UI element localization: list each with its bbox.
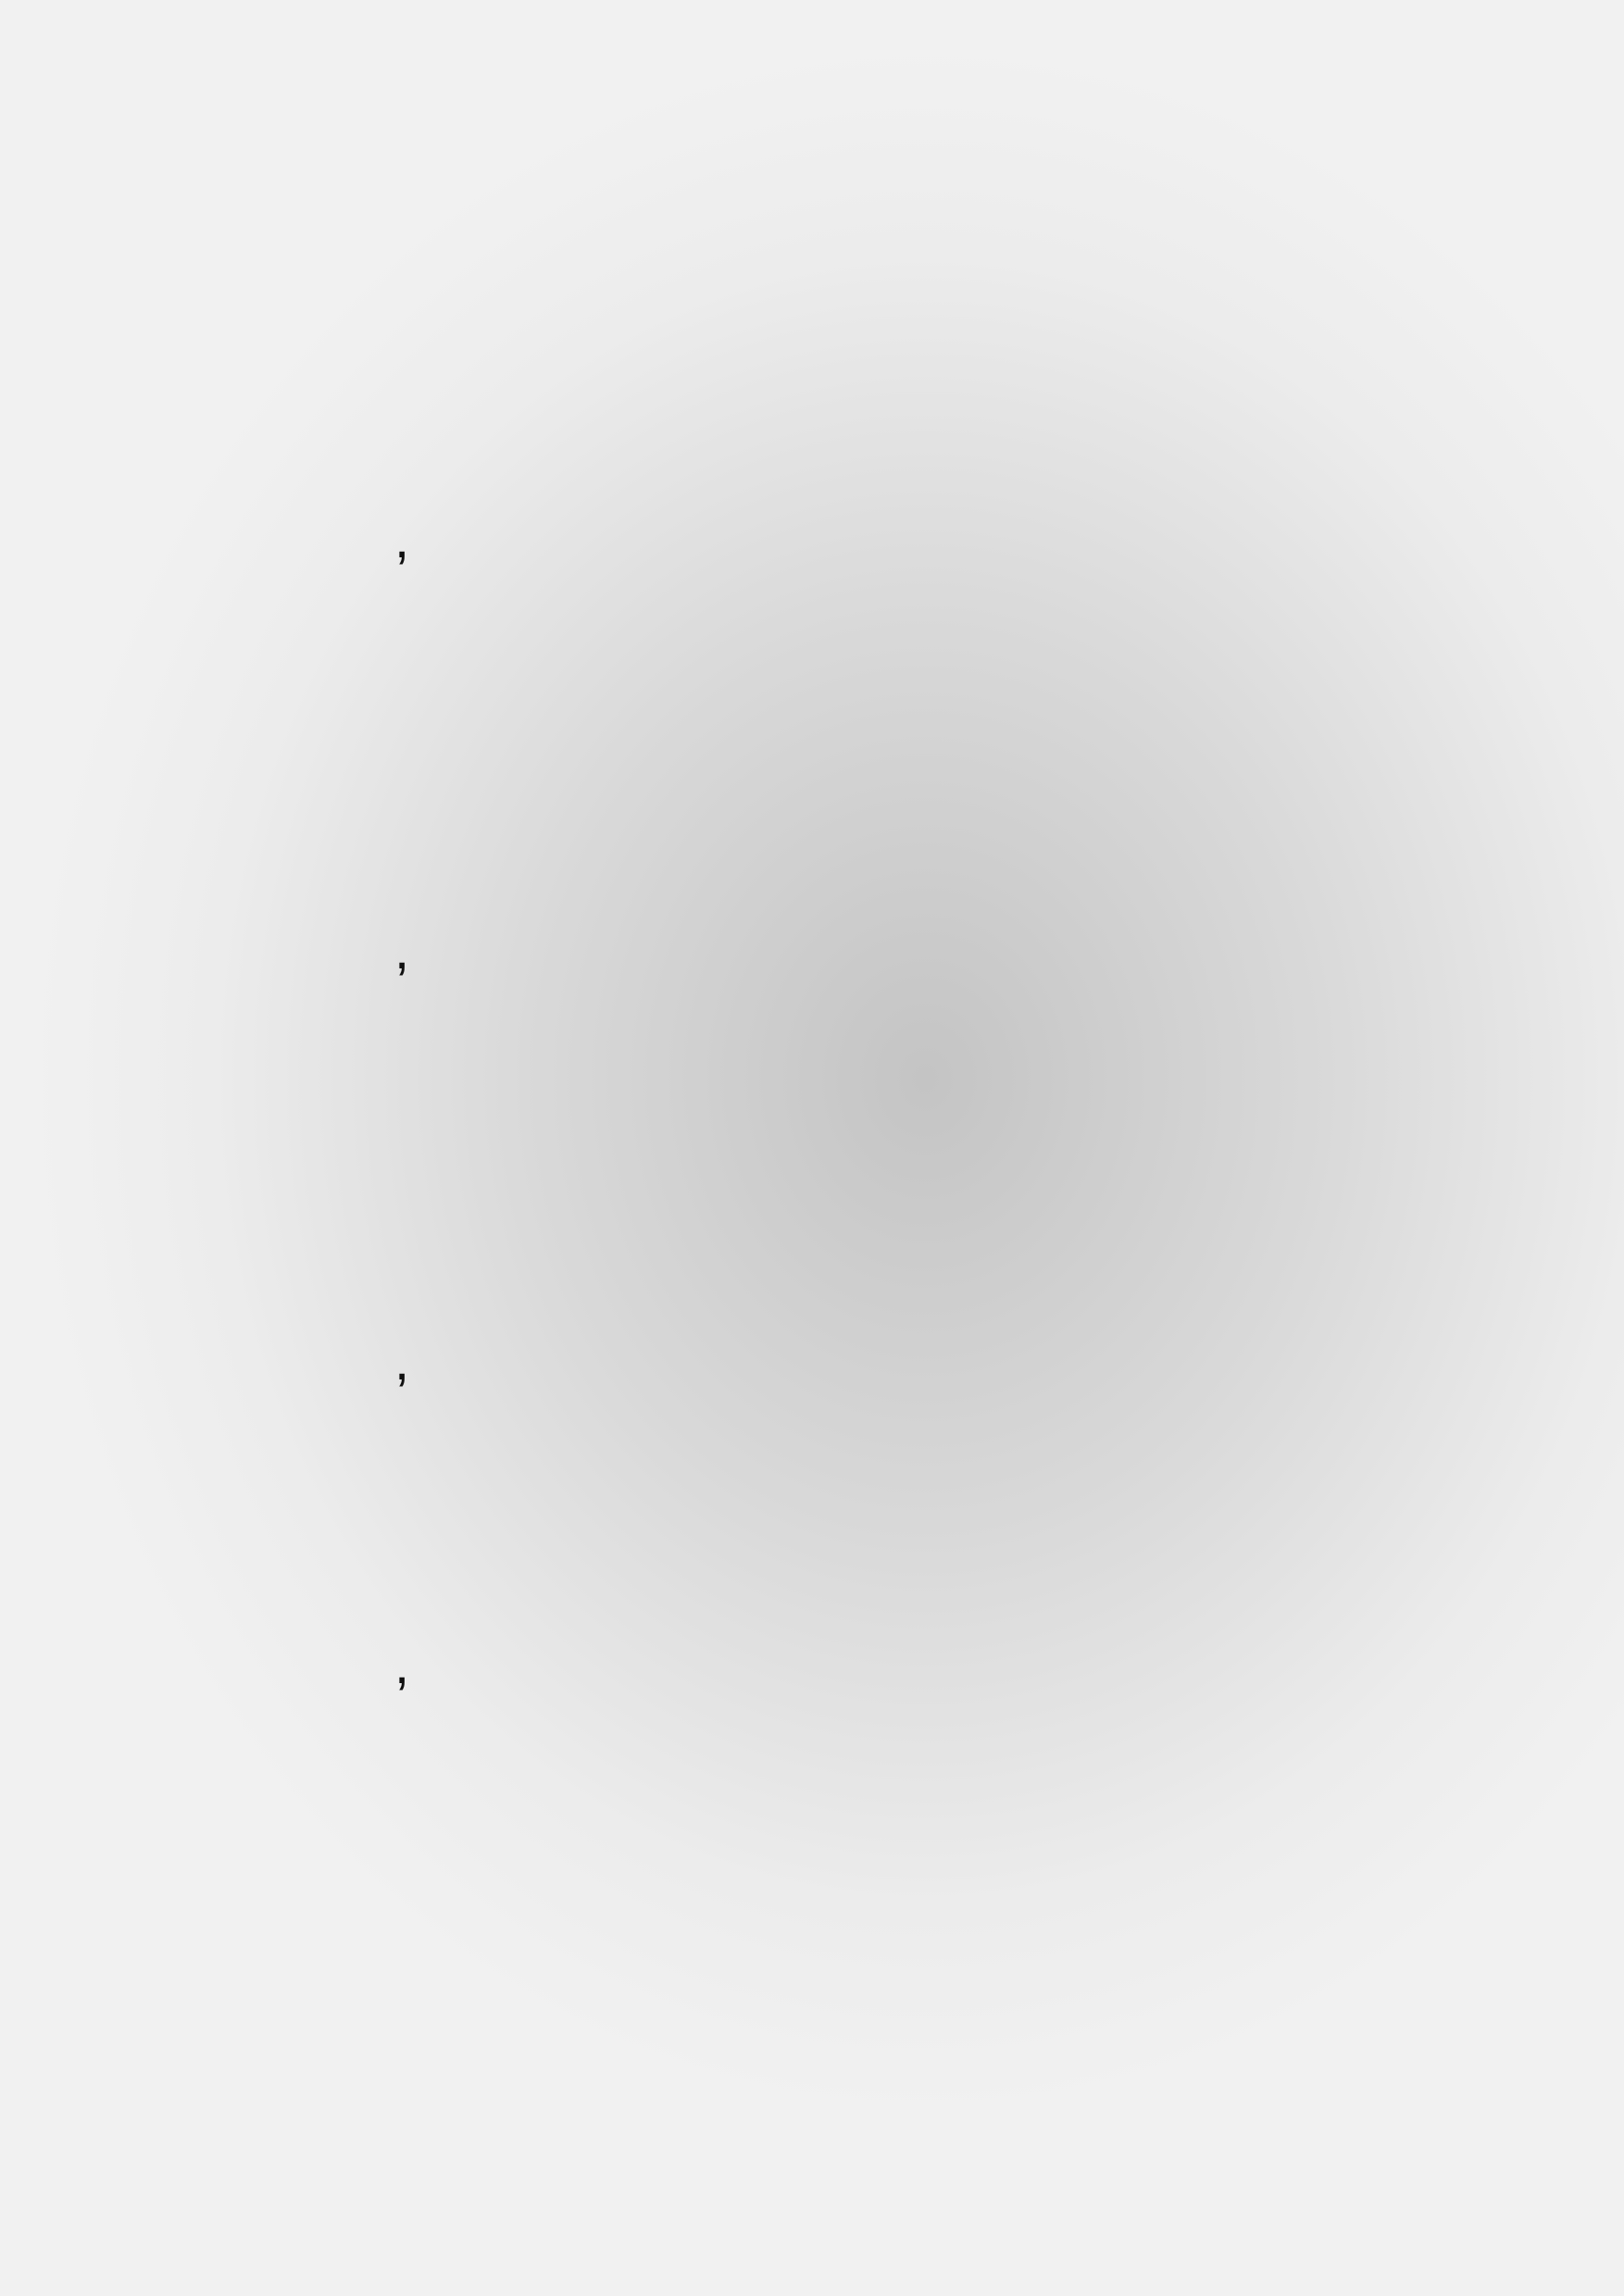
speaker-entry: , — [394, 920, 409, 980]
speaker-entry: , — [394, 509, 409, 569]
speaker-entry: , — [394, 1635, 409, 1695]
speaker-entry: , — [394, 1331, 409, 1391]
